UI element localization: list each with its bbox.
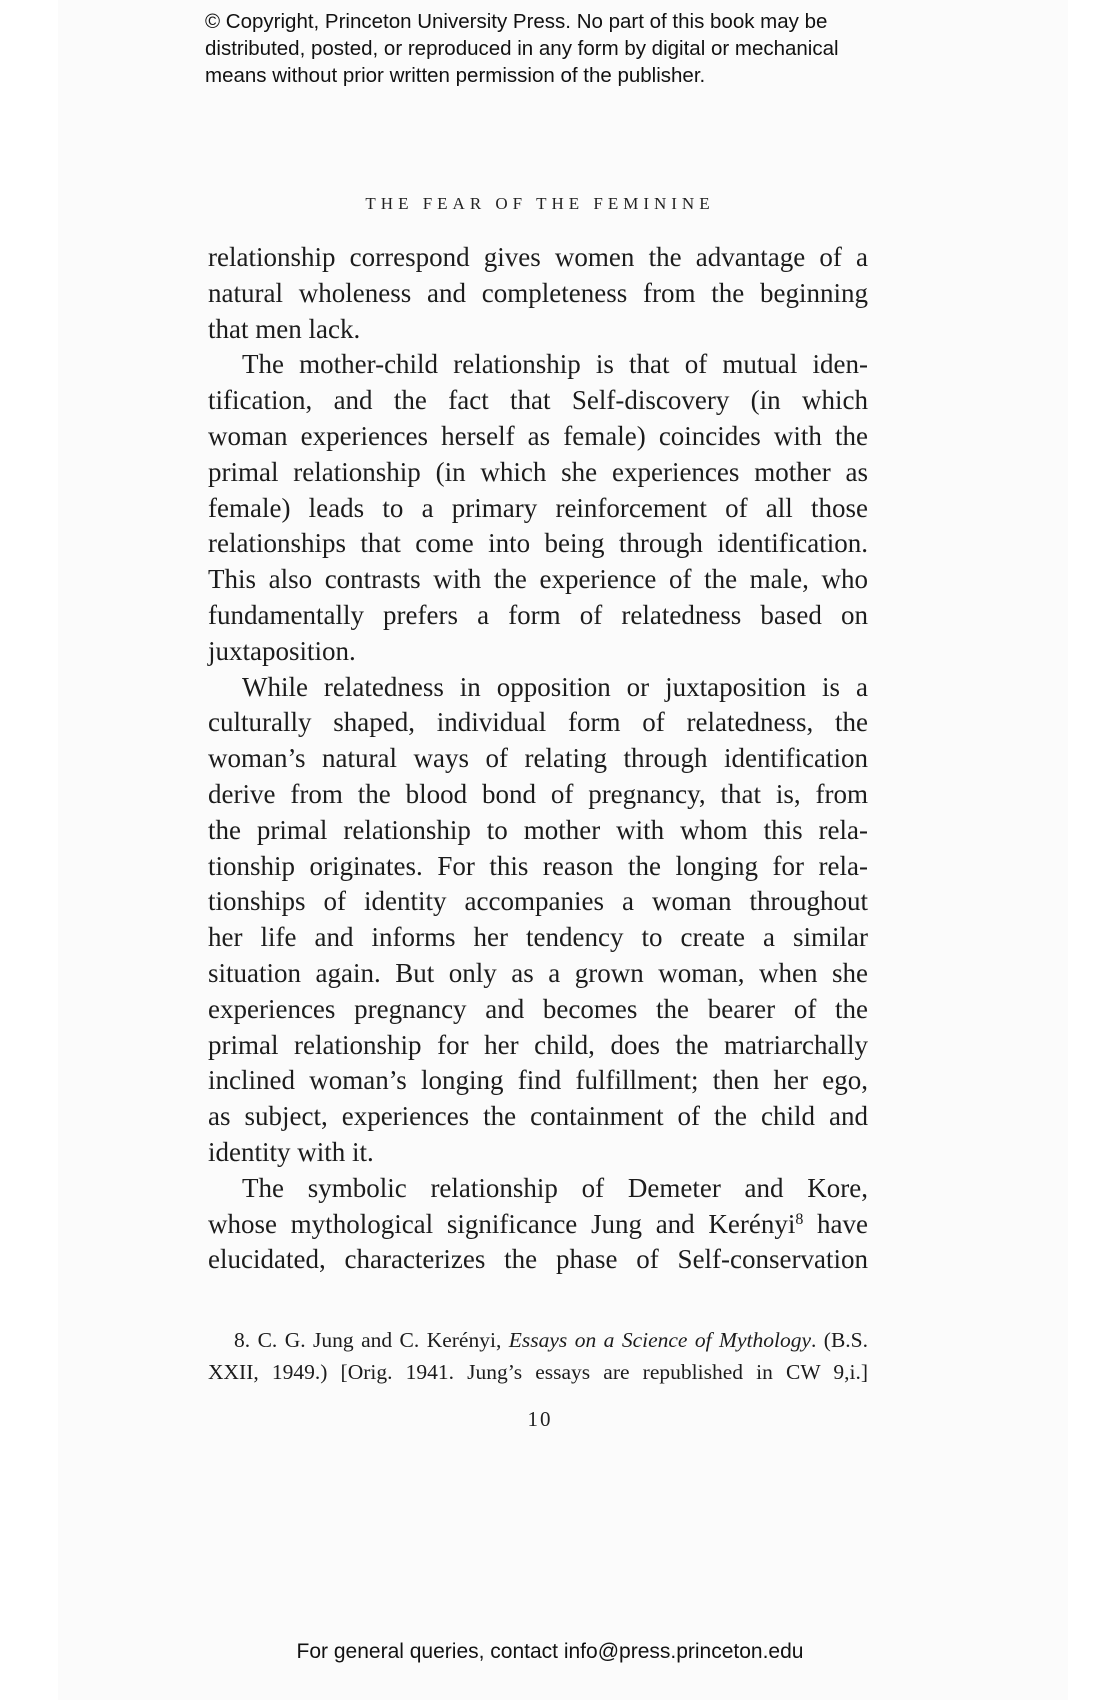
body-line: While relatedness in opposition or juxtaposition is a [242, 671, 868, 702]
body-line: woman’s natural ways of relating through identification [208, 743, 868, 774]
body-line: as subject, experiences the containment of the child and [208, 1101, 868, 1132]
body-line: tification, and the fact that Self-discovery (in which [208, 385, 868, 416]
body-line: The mother-child relationship is that of mutual iden- [242, 349, 868, 380]
body-line: tionships of identity accompanies a woman throughout [208, 886, 868, 917]
page-number: 10 [527, 1407, 553, 1431]
body-line: elucidated, characterizes the phase of Self-conservation [208, 1244, 868, 1275]
body-line: tionship originates. For this reason the longing for rela- [208, 850, 868, 881]
footnote-book-title: Essays on a Science of Mythology [508, 1328, 811, 1352]
body-line: the primal relationship to mother with whom this rela- [208, 814, 868, 845]
copyright-line: © Copyright, Princeton University Press. No part of this book may be [205, 10, 828, 33]
body-line: primal relationship for her child, does the matriarchally [208, 1029, 868, 1060]
body-line-segment: have [817, 1208, 869, 1239]
body-line-segment: whose mythological significance Jung and Kerényi [208, 1208, 796, 1239]
body-line: experiences pregnancy and becomes the bearer of the [208, 993, 868, 1024]
body-line: female) leads to a primary reinforcement of all those [208, 492, 868, 523]
body-line [208, 1207, 868, 1243]
body-line: that men lack. [208, 313, 361, 344]
body-line: relationship correspond gives women the advantage of a [208, 242, 868, 272]
body-line: juxtaposition. [208, 635, 356, 666]
copyright-notice [205, 8, 925, 89]
footnote-number: 8. [234, 1328, 251, 1352]
body-line: culturally shaped, individual form of relatedness, the [208, 707, 868, 738]
footnote [208, 1324, 868, 1388]
running-head: THE FEAR OF THE FEMININE [365, 194, 715, 213]
body-line: primal relationship (in which she experiences mother as [208, 456, 868, 487]
body-text [208, 240, 868, 1278]
body-line: fundamentally prefers a form of relatedness based on [208, 599, 868, 630]
contact-line: For general queries, contact info@press.princeton.edu [296, 1640, 804, 1663]
body-line: derive from the blood bond of pregnancy, that is, from [208, 778, 868, 809]
body-line: her life and informs her tendency to create a similar [208, 922, 868, 953]
body-line: situation again. But only as a grown woman, when she [208, 957, 868, 988]
body-line: woman experiences herself as female) coincides with the [208, 420, 868, 451]
copyright-line: distributed, posted, or reproduced in any form by digital or mechanical [205, 37, 839, 60]
footnote-line: XXII, 1949.) [Orig. 1941. Jung’s essays are republished in CW 9,i.] [208, 1360, 868, 1384]
footnote-line [208, 1324, 868, 1356]
footnote-authors: C. G. Jung and C. Kerényi, [257, 1328, 502, 1352]
footnote-reference: 8 [795, 1210, 804, 1228]
body-line: inclined woman’s longing find fulfillment; then her ego, [208, 1065, 868, 1096]
copyright-line: means without prior written permission of the publisher. [205, 64, 706, 87]
footnote-publication: . (B.S. [811, 1328, 869, 1352]
body-line: natural wholeness and completeness from the beginning [208, 277, 868, 308]
body-line: The symbolic relationship of Demeter and Kore, [242, 1172, 868, 1203]
body-line: relationships that come into being through identification. [208, 528, 868, 559]
body-line: identity with it. [208, 1136, 374, 1167]
body-line: This also contrasts with the experience of the male, who [208, 564, 868, 595]
